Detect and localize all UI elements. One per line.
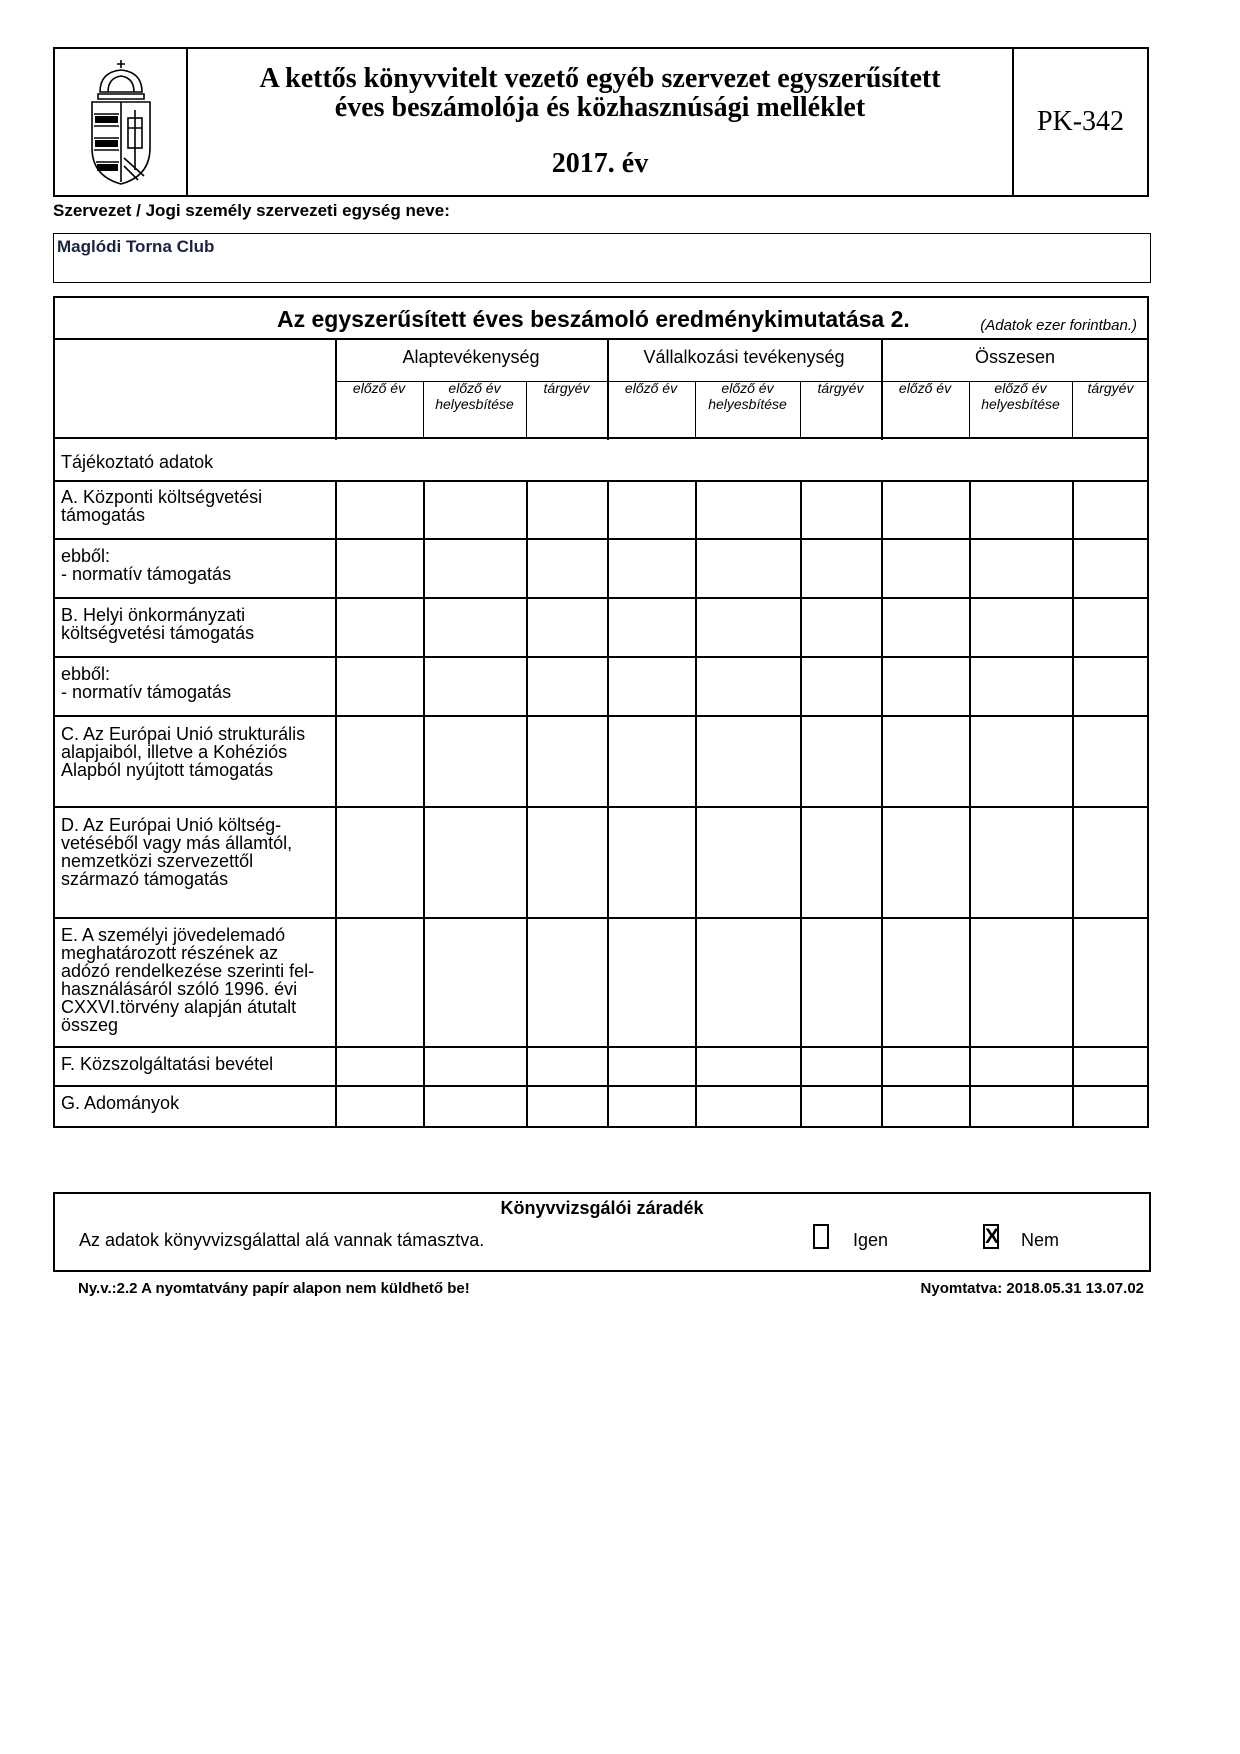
audit-statement: Az adatok könyvvizsgálattal alá vannak támasztva. — [79, 1230, 485, 1250]
report-year: 2017. év — [551, 148, 649, 179]
subheader-prev-year-correction: előző év helyesbítése — [435, 380, 514, 412]
subheader-prev-year: előző év — [624, 380, 678, 396]
group-header-vallalkozasi: Vállalkozási tevékenység — [643, 347, 845, 367]
grid-line — [881, 480, 883, 1126]
grid-line — [800, 382, 801, 439]
grid-line — [969, 480, 971, 1126]
form-code: PK-342 — [1036, 106, 1125, 137]
form-header — [53, 47, 1149, 197]
yes-label: Igen — [853, 1230, 889, 1250]
no-label: Nem — [1021, 1230, 1060, 1250]
grid-line — [55, 437, 1147, 439]
grid-line — [423, 480, 425, 1126]
grid-line — [1072, 382, 1073, 439]
audit-title: Könyvvizsgálói záradék — [500, 1198, 704, 1218]
grid-line — [55, 538, 1147, 540]
organization-name: Maglódi Torna Club — [57, 237, 215, 256]
table-title: Az egyszerűsített éves beszámoló eredménykimutatása 2. — [277, 306, 910, 332]
grid-line — [55, 1046, 1147, 1048]
section-label: Tájékoztató adatok — [61, 452, 214, 472]
income-statement-table — [53, 296, 1149, 1128]
form-title — [188, 49, 1014, 195]
grid-line — [969, 382, 970, 439]
grid-line — [335, 381, 1149, 382]
grid-line — [55, 1085, 1147, 1087]
grid-line — [607, 340, 609, 440]
grid-line — [800, 480, 802, 1126]
grid-line — [881, 340, 883, 440]
title-line-2: éves beszámolója és közhasznúsági melléklet — [334, 92, 866, 123]
table-unit-note: (Adatok ezer forintban.) — [980, 317, 1137, 334]
subheader-prev-year-correction: előző év helyesbítése — [708, 380, 787, 412]
row-label-a: A. Központi költségvetési támogatás — [61, 487, 263, 525]
row-label-d: D. Az Európai Unió költség-vetéséből vagy más államtól, nemzetközi szervezettől származó támogatás — [61, 815, 293, 889]
subheader-prev-year: előző év — [352, 380, 406, 396]
subheader-prev-year: előző év — [898, 380, 952, 396]
grid-line — [607, 480, 609, 1126]
organization-name-field[interactable] — [53, 233, 1151, 283]
row-label-g: G. Adományok — [61, 1093, 180, 1113]
subheader-current-year: tárgyév — [817, 380, 864, 396]
grid-line — [55, 480, 1147, 482]
grid-line — [55, 917, 1147, 919]
organization-label: Szervezet / Jogi személy szervezeti egység neve: — [53, 201, 450, 220]
title-line-1: A kettős könyvvitelt vezető egyéb szervezet egyszerűsített — [259, 63, 941, 94]
footer-notice: Ny.v.:2.2 A nyomtatvány papír alapon nem küldhető be! — [78, 1280, 470, 1297]
coat-of-arms-logo — [55, 49, 188, 195]
grid-line — [526, 480, 528, 1126]
group-header-osszesen: Összesen — [974, 347, 1056, 367]
subheader-current-year: tárgyév — [1087, 380, 1134, 396]
row-label-a-normative: ebből: - normatív támogatás — [61, 546, 232, 584]
row-label-b: B. Helyi önkormányzati költségvetési támogatás — [61, 605, 255, 643]
footer-print-date: Nyomtatva: 2018.05.31 13.07.02 — [920, 1280, 1144, 1297]
grid-line — [526, 382, 527, 439]
group-header-alaptevekenyseg: Alaptevékenység — [402, 347, 540, 367]
grid-line — [695, 382, 696, 439]
grid-line — [335, 480, 337, 1126]
row-label-e: E. A személyi jövedelemadó meghatározott részének az adózó rendelkezése szerinti fel-használásáról szóló 1996. évi CXXVI.törvény alapján átutalt összeg — [61, 925, 315, 1035]
grid-line — [423, 382, 424, 439]
grid-line — [695, 480, 697, 1126]
table-title-bar — [55, 298, 1147, 340]
grid-line — [335, 340, 337, 440]
row-label-c: C. Az Európai Unió strukturális alapjaiból, illetve a Kohéziós Alapból nyújtott támogatás — [61, 724, 306, 780]
grid-line — [55, 597, 1147, 599]
subheader-current-year: tárgyév — [543, 380, 590, 396]
grid-line — [1072, 480, 1074, 1126]
audit-clause-box — [53, 1192, 1151, 1272]
hungarian-coat-of-arms-icon — [86, 58, 156, 186]
row-label-b-normative: ebből: - normatív támogatás — [61, 664, 232, 702]
grid-line — [55, 656, 1147, 658]
no-checkbox[interactable]: X — [985, 1225, 1000, 1248]
grid-line — [55, 806, 1147, 808]
yes-checkbox[interactable] — [813, 1224, 829, 1249]
grid-line — [55, 715, 1147, 717]
row-label-f: F. Közszolgáltatási bevétel — [61, 1054, 274, 1074]
subheader-prev-year-correction: előző év helyesbítése — [981, 380, 1060, 412]
